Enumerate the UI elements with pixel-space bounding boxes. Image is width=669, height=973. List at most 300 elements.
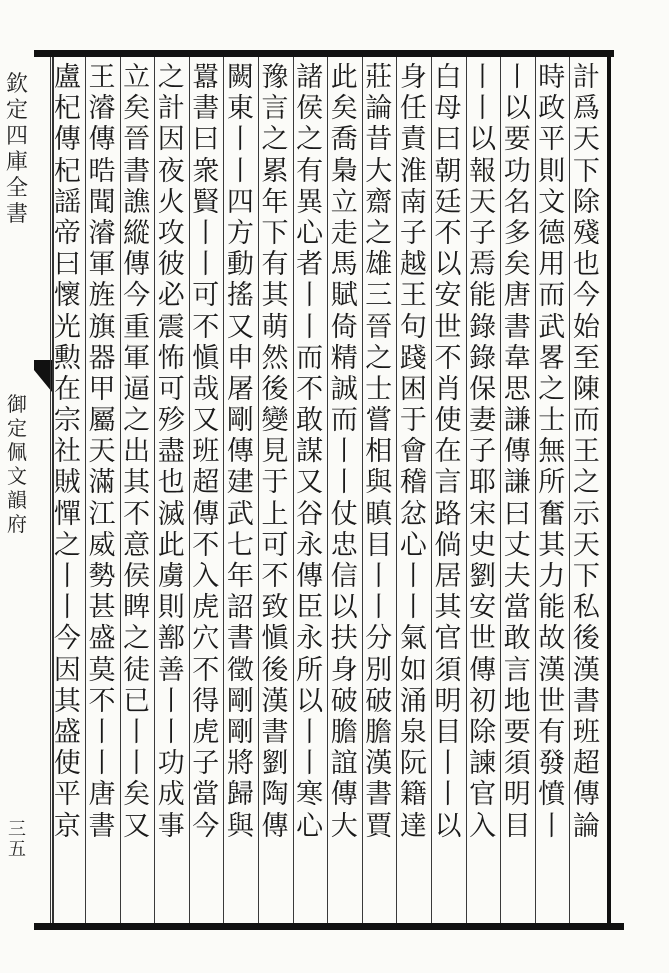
margin-glyph: 定 [7, 416, 27, 440]
glyph: 可 [157, 373, 185, 405]
glyph: 不 [434, 217, 462, 249]
glyph: 豫 [261, 62, 289, 93]
glyph: 下 [261, 217, 289, 249]
glyph: 謙 [503, 467, 531, 499]
glyph: 心 [399, 529, 427, 561]
glyph: 則 [157, 592, 185, 624]
glyph: 傳 [330, 779, 358, 811]
glyph: 書 [572, 685, 600, 717]
glyph: 走 [330, 217, 358, 249]
glyph: 傳 [53, 124, 81, 156]
text-column [359, 62, 399, 922]
glyph: 馬 [330, 249, 358, 281]
glyph: 已 [123, 685, 151, 717]
glyph: 將 [226, 748, 254, 780]
margin-glyph: 四 [5, 124, 28, 149]
glyph: 目 [434, 716, 462, 748]
glyph: 七 [226, 529, 254, 561]
glyph: 班 [572, 716, 600, 748]
glyph: 須 [434, 654, 462, 686]
glyph: 丨 [296, 748, 324, 780]
glyph: 史 [469, 529, 497, 561]
glyph: 傳 [296, 561, 324, 592]
glyph: 盛 [53, 716, 81, 748]
glyph: 其 [53, 685, 81, 717]
glyph: 宗 [53, 405, 81, 437]
glyph: 穴 [192, 623, 220, 655]
glyph: 漢 [261, 685, 289, 717]
glyph: 可 [192, 280, 220, 312]
glyph: 武 [226, 498, 254, 530]
glyph: 動 [226, 249, 254, 281]
glyph: 晧 [88, 155, 116, 187]
glyph: 睥 [123, 592, 151, 624]
glyph: 在 [53, 373, 81, 405]
glyph: 子 [192, 748, 220, 780]
glyph: 以 [434, 810, 462, 842]
margin-glyph: 書 [5, 202, 28, 227]
glyph: 曰 [434, 124, 462, 156]
glyph: 虎 [192, 592, 220, 624]
glyph: 丨 [53, 592, 81, 624]
glyph: 敢 [503, 623, 531, 655]
glyph: 如 [399, 654, 427, 686]
glyph: 賢 [192, 186, 220, 218]
glyph: 東 [226, 93, 254, 125]
glyph: 入 [469, 810, 497, 842]
glyph: 年 [261, 186, 289, 218]
glyph: 三 [365, 280, 393, 312]
glyph: 目 [365, 529, 393, 561]
glyph: 論 [365, 93, 393, 125]
frame-top-rule [34, 50, 614, 57]
glyph: 破 [330, 685, 358, 717]
glyph: 陶 [261, 779, 289, 811]
glyph: 上 [261, 498, 289, 530]
glyph: 丨 [157, 716, 185, 748]
glyph: 世 [434, 311, 462, 343]
margin-glyph: 御 [7, 392, 27, 416]
glyph: 之 [538, 373, 566, 405]
glyph: 丨 [296, 716, 324, 748]
glyph: 永 [296, 623, 324, 655]
glyph: 用 [538, 249, 566, 281]
glyph: 侯 [123, 561, 151, 592]
glyph: 下 [572, 155, 600, 187]
margin-glyph: 韻 [7, 488, 27, 512]
margin-book-title [2, 72, 32, 228]
glyph: 之 [296, 124, 324, 156]
text-column [566, 62, 606, 922]
glyph: 丨 [192, 249, 220, 281]
glyph: 倘 [434, 529, 462, 561]
glyph: 哉 [192, 373, 220, 405]
text-column [47, 62, 87, 922]
glyph: 越 [399, 249, 427, 281]
glyph: 子 [469, 436, 497, 468]
glyph: 政 [538, 93, 566, 125]
glyph: 除 [469, 716, 497, 748]
glyph: 譙 [123, 186, 151, 218]
glyph: 無 [538, 436, 566, 468]
glyph: 于 [399, 405, 427, 437]
glyph: 囂 [192, 62, 220, 93]
glyph: 奮 [538, 498, 566, 530]
glyph: 身 [399, 62, 427, 93]
glyph: 初 [469, 685, 497, 717]
glyph: 所 [538, 467, 566, 499]
glyph: 搖 [226, 280, 254, 312]
glyph: 丨 [88, 748, 116, 780]
glyph: 而 [330, 405, 358, 437]
glyph: 丨 [469, 62, 497, 93]
glyph: 徒 [123, 654, 151, 686]
glyph: 爲 [572, 93, 600, 125]
glyph: 倚 [330, 311, 358, 343]
glyph: 侯 [296, 93, 324, 125]
glyph: 謀 [296, 436, 324, 468]
glyph: 立 [330, 186, 358, 218]
glyph: 成 [157, 779, 185, 811]
glyph: 丨 [330, 467, 358, 499]
glyph: 漢 [365, 748, 393, 780]
glyph: 逼 [123, 373, 151, 405]
glyph: 軍 [88, 249, 116, 281]
glyph: 錄 [469, 311, 497, 343]
glyph: 殄 [157, 405, 185, 437]
glyph: 丨 [434, 748, 462, 780]
glyph: 致 [261, 592, 289, 624]
glyph: 丨 [434, 779, 462, 811]
glyph: 阮 [399, 748, 427, 780]
glyph: 傳 [503, 436, 531, 468]
glyph: 也 [572, 249, 600, 281]
glyph: 書 [503, 311, 531, 343]
glyph: 愼 [261, 623, 289, 655]
glyph: 焉 [469, 249, 497, 281]
glyph: 功 [503, 155, 531, 187]
glyph: 諫 [469, 748, 497, 780]
glyph: 傳 [226, 436, 254, 468]
glyph: 計 [157, 93, 185, 125]
glyph: 入 [192, 561, 220, 592]
glyph: 多 [503, 217, 531, 249]
margin-glyph: 三 [8, 819, 26, 840]
glyph: 而 [572, 405, 600, 437]
glyph: 後 [261, 373, 289, 405]
glyph: 莫 [88, 654, 116, 686]
glyph: 要 [503, 716, 531, 748]
text-column [428, 62, 468, 922]
glyph: 與 [365, 467, 393, 499]
glyph: 須 [503, 748, 531, 780]
glyph: 傳 [123, 249, 151, 281]
glyph: 丈 [503, 529, 531, 561]
glyph: 丨 [469, 93, 497, 125]
glyph: 平 [53, 779, 81, 811]
glyph: 京 [53, 810, 81, 842]
glyph: 盧 [53, 62, 81, 93]
glyph: 晉 [123, 124, 151, 156]
margin-glyph: 五 [8, 839, 26, 860]
glyph: 忠 [330, 529, 358, 561]
glyph: 膽 [330, 716, 358, 748]
glyph: 丨 [88, 716, 116, 748]
glyph: 梟 [330, 155, 358, 187]
glyph: 後 [261, 654, 289, 686]
glyph: 王 [88, 62, 116, 93]
glyph: 傳 [88, 124, 116, 156]
glyph: 私 [572, 592, 600, 624]
glyph: 因 [157, 124, 185, 156]
glyph: 言 [261, 93, 289, 125]
glyph: 怖 [157, 342, 185, 374]
glyph: 丨 [503, 62, 531, 93]
glyph: 朝 [434, 155, 462, 187]
glyph: 敢 [296, 405, 324, 437]
glyph: 居 [434, 561, 462, 592]
glyph: 使 [434, 405, 462, 437]
glyph: 不 [123, 498, 151, 530]
glyph: 別 [365, 654, 393, 686]
text-column [463, 62, 503, 922]
glyph: 超 [192, 467, 220, 499]
glyph: 其 [538, 529, 566, 561]
text-column [220, 62, 260, 922]
glyph: 以 [296, 685, 324, 717]
glyph: 分 [365, 623, 393, 655]
glyph: 籍 [399, 779, 427, 811]
glyph: 丨 [365, 592, 393, 624]
glyph: 矣 [330, 93, 358, 125]
glyph: 丨 [123, 716, 151, 748]
glyph: 唐 [88, 779, 116, 811]
glyph: 可 [261, 529, 289, 561]
glyph: 其 [434, 592, 462, 624]
glyph: 能 [469, 280, 497, 312]
page-margin [2, 60, 32, 920]
glyph: 勲 [53, 342, 81, 374]
glyph: 虎 [192, 716, 220, 748]
glyph: 與 [226, 810, 254, 842]
glyph: 滿 [88, 467, 116, 499]
glyph: 今 [192, 810, 220, 842]
glyph: 心 [296, 217, 324, 249]
glyph: 衆 [192, 155, 220, 187]
glyph: 善 [157, 654, 185, 686]
glyph: 誼 [330, 748, 358, 780]
glyph: 丨 [226, 155, 254, 187]
glyph: 盛 [88, 623, 116, 655]
glyph: 丨 [157, 685, 185, 717]
glyph: 屬 [88, 405, 116, 437]
glyph: 句 [399, 311, 427, 343]
glyph: 謙 [503, 405, 531, 437]
glyph: 精 [330, 342, 358, 374]
glyph: 武 [538, 311, 566, 343]
glyph: 火 [157, 186, 185, 218]
text-column [255, 62, 295, 922]
glyph: 虜 [157, 561, 185, 592]
margin-glyph: 府 [7, 512, 27, 536]
glyph: 以 [469, 124, 497, 156]
glyph: 滅 [157, 498, 185, 530]
glyph: 夜 [157, 155, 185, 187]
glyph: 旗 [88, 311, 116, 343]
glyph: 陳 [572, 373, 600, 405]
glyph: 膽 [365, 716, 393, 748]
glyph: 今 [53, 623, 81, 655]
glyph: 要 [503, 124, 531, 156]
glyph: 有 [296, 155, 324, 187]
glyph: 聞 [88, 186, 116, 218]
glyph: 超 [572, 748, 600, 780]
glyph: 齋 [365, 186, 393, 218]
glyph: 安 [434, 280, 462, 312]
glyph: 後 [572, 623, 600, 655]
glyph: 不 [88, 685, 116, 717]
glyph: 臣 [296, 592, 324, 624]
text-column [290, 62, 330, 922]
glyph: 目 [503, 810, 531, 842]
glyph: 言 [434, 467, 462, 499]
glyph: 意 [123, 529, 151, 561]
glyph: 廷 [434, 186, 462, 218]
glyph: 耶 [469, 467, 497, 499]
margin-work-title [2, 392, 32, 536]
glyph: 南 [399, 186, 427, 218]
glyph: 于 [261, 467, 289, 499]
glyph: 子 [399, 217, 427, 249]
glyph: 謡 [53, 186, 81, 218]
glyph: 闕 [226, 62, 254, 93]
glyph: 丨 [399, 561, 427, 592]
glyph: 也 [157, 467, 185, 499]
glyph: 士 [538, 405, 566, 437]
glyph: 漢 [572, 654, 600, 686]
margin-glyph: 佩 [7, 440, 27, 464]
glyph: 杞 [53, 93, 81, 125]
glyph: 剛 [226, 405, 254, 437]
glyph: 甲 [88, 373, 116, 405]
glyph: 今 [572, 280, 600, 312]
glyph: 天 [572, 124, 600, 156]
glyph: 曰 [503, 498, 531, 530]
glyph: 震 [157, 311, 185, 343]
glyph: 會 [399, 436, 427, 468]
glyph: 賊 [53, 467, 81, 499]
frame-bottom-rule [34, 923, 624, 930]
glyph: 至 [572, 342, 600, 374]
glyph: 不 [261, 561, 289, 592]
glyph: 計 [572, 62, 600, 93]
glyph: 信 [330, 561, 358, 592]
text-column [532, 62, 572, 922]
glyph: 濬 [88, 93, 116, 125]
glyph: 之 [365, 217, 393, 249]
glyph: 之 [123, 405, 151, 437]
glyph: 帝 [53, 217, 81, 249]
glyph: 光 [53, 311, 81, 343]
glyph: 鄯 [157, 623, 185, 655]
glyph: 困 [399, 373, 427, 405]
margin-glyph: 全 [5, 176, 28, 201]
glyph: 曰 [53, 249, 81, 281]
glyph: 當 [503, 592, 531, 624]
glyph: 又 [192, 405, 220, 437]
glyph: 劉 [469, 561, 497, 592]
glyph: 軍 [123, 342, 151, 374]
glyph: 王 [399, 280, 427, 312]
glyph: 天 [469, 186, 497, 218]
glyph: 論 [572, 810, 600, 842]
glyph: 寒 [296, 779, 324, 811]
frame-right-rule [607, 50, 611, 930]
glyph: 必 [157, 280, 185, 312]
glyph: 忿 [399, 498, 427, 530]
glyph: 發 [538, 748, 566, 780]
glyph: 肖 [434, 373, 462, 405]
glyph: 泉 [399, 716, 427, 748]
glyph: 書 [226, 623, 254, 655]
glyph: 任 [399, 93, 427, 125]
glyph: 世 [469, 623, 497, 655]
glyph: 而 [538, 280, 566, 312]
glyph: 不 [434, 342, 462, 374]
glyph: 有 [538, 716, 566, 748]
glyph: 賈 [365, 810, 393, 842]
glyph: 書 [88, 810, 116, 842]
glyph: 之 [123, 623, 151, 655]
glyph: 示 [572, 498, 600, 530]
glyph: 妻 [469, 405, 497, 437]
glyph: 淮 [399, 155, 427, 187]
glyph: 之 [53, 529, 81, 561]
glyph: 平 [538, 124, 566, 156]
glyph: 之 [261, 124, 289, 156]
glyph: 詔 [226, 592, 254, 624]
glyph: 扶 [330, 623, 358, 655]
glyph: 矣 [123, 93, 151, 125]
margin-glyph: 庫 [5, 150, 28, 175]
glyph: 白 [434, 62, 462, 93]
glyph: 不 [192, 529, 220, 561]
glyph: 彼 [157, 249, 185, 281]
glyph: 天 [88, 436, 116, 468]
glyph: 之 [157, 62, 185, 93]
glyph: 書 [123, 155, 151, 187]
glyph: 變 [261, 405, 289, 437]
glyph: 賦 [330, 280, 358, 312]
glyph: 傳 [192, 498, 220, 530]
glyph: 官 [469, 779, 497, 811]
margin-glyph: 欽 [5, 72, 28, 97]
glyph: 書 [261, 716, 289, 748]
glyph: 四 [226, 186, 254, 218]
glyph: 破 [365, 685, 393, 717]
glyph: 者 [296, 249, 324, 281]
text-column [117, 62, 157, 922]
glyph: 晉 [365, 311, 393, 343]
glyph: 官 [434, 623, 462, 655]
glyph: 攻 [157, 217, 185, 249]
glyph: 年 [226, 561, 254, 592]
glyph: 旌 [88, 280, 116, 312]
glyph: 之 [572, 467, 600, 499]
column-divider [50, 57, 51, 923]
glyph: 唐 [503, 280, 531, 312]
glyph: 韋 [503, 342, 531, 374]
